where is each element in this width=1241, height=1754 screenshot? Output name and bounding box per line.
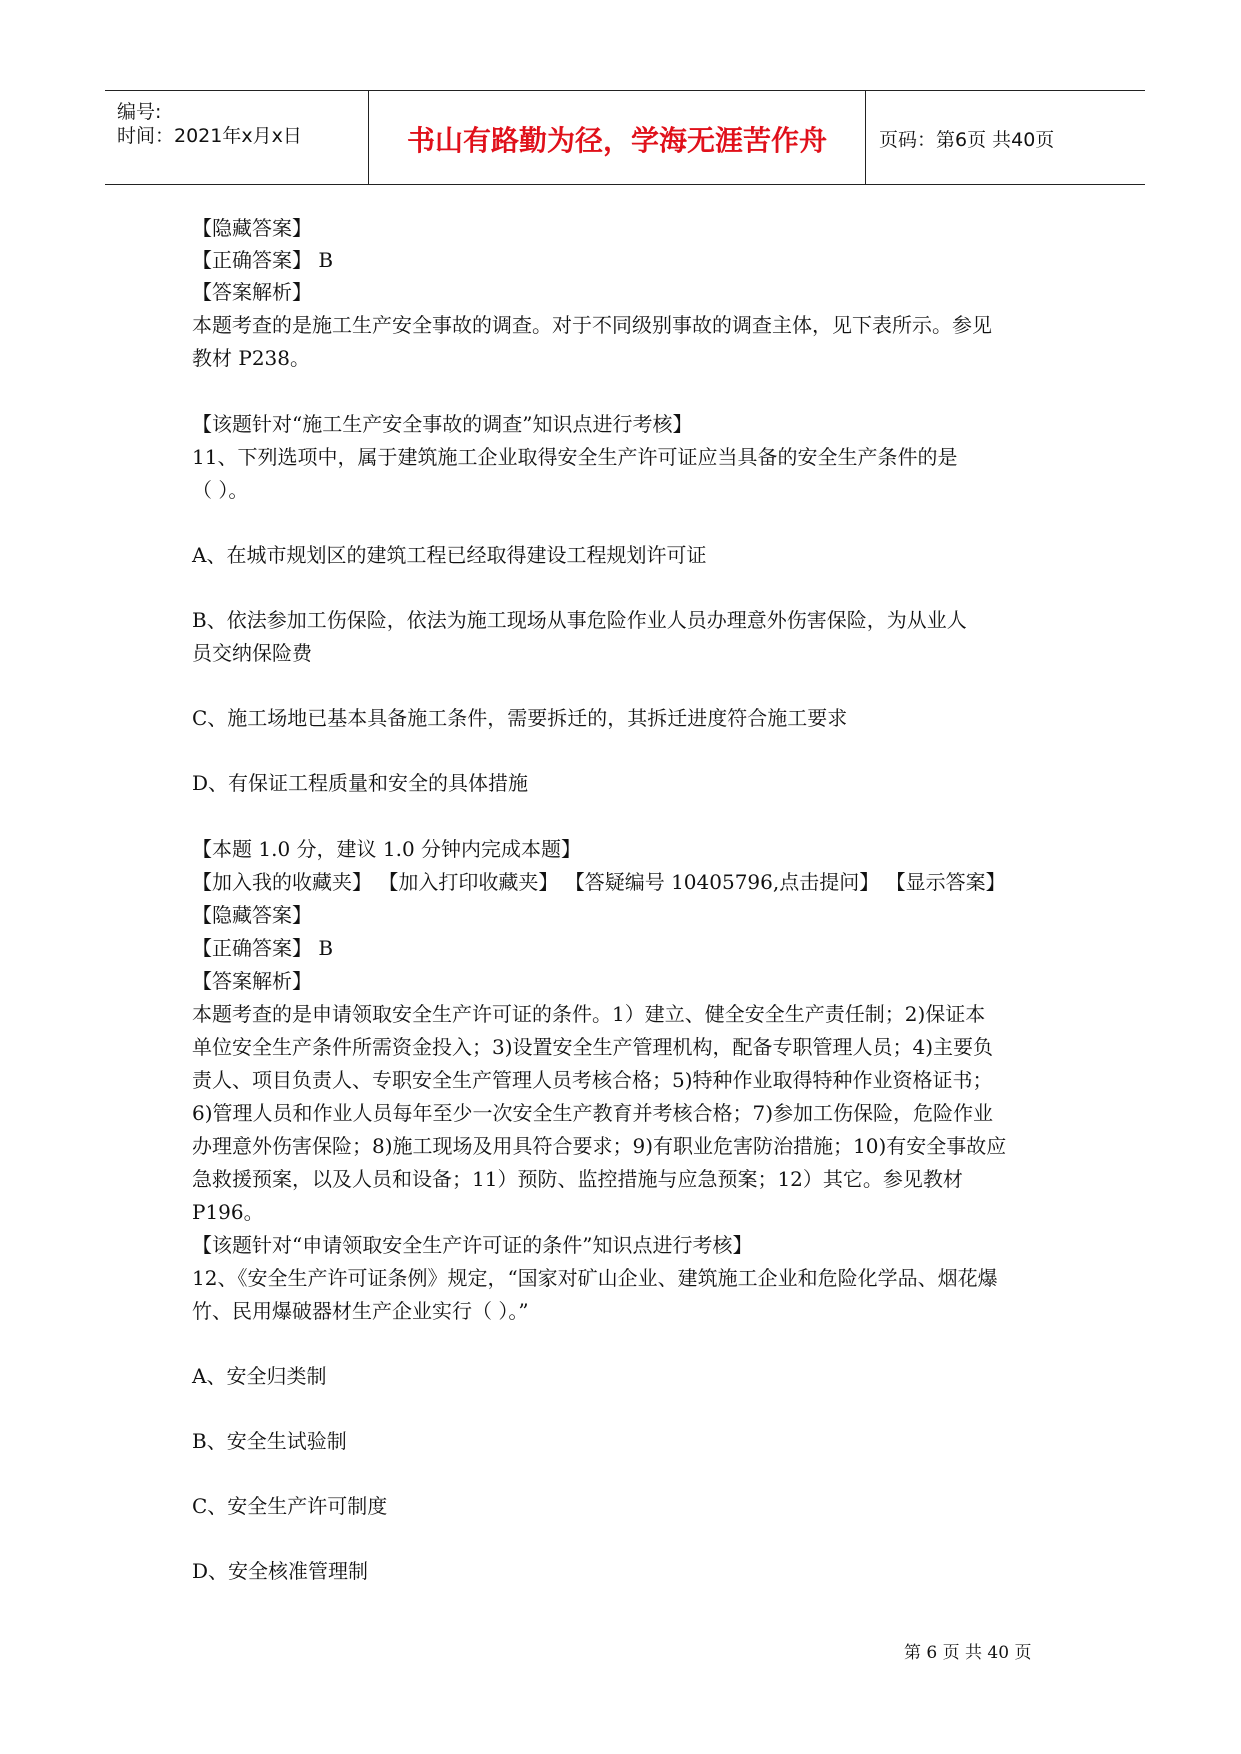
document-number-label: 编号: [117, 101, 162, 123]
action-links[interactable]: 【加入我的收藏夹】 【加入打印收藏夹】 【答疑编号 10405796,点击提问】 【显示答案】 [192, 870, 1006, 894]
question-12-stem: 12、《安全生产许可证条例》规定，“国家对矿山企业、建筑施工企业和危险化学品、烟花爆 [192, 1266, 998, 1290]
question-12-option-d: D、安全核准管理制 [192, 1559, 369, 1583]
header-right-cell [867, 91, 1145, 184]
text-line: 本题考查的是施工生产安全事故的调查。对于不同级别事故的调查主体，见下表所示。参见 [192, 313, 992, 337]
header-left-cell [105, 91, 369, 184]
explanation-line: P196。 [192, 1200, 264, 1224]
header-middle-cell [369, 91, 866, 184]
question-12-option-a: A、安全归类制 [192, 1364, 327, 1388]
text-line: 【答案解析】 [192, 280, 312, 304]
question-12-option-c: C、安全生产许可制度 [192, 1494, 388, 1518]
explanation-line: 本题考查的是申请领取安全生产许可证的条件。1）建立、健全安全生产责任制；2)保证本 [192, 1002, 986, 1026]
question-11-stem: 11、下列选项中，属于建筑施工企业取得安全生产许可证应当具备的安全生产条件的是 [192, 445, 958, 469]
text-line: 【答案解析】 [192, 969, 312, 993]
page-header [105, 90, 1145, 185]
text-line: 【正确答案】 B [192, 936, 334, 960]
question-11-option-a: A、在城市规划区的建筑工程已经取得建设工程规划许可证 [192, 543, 707, 567]
page-footer: 第 6 页 共 40 页 [904, 1643, 1032, 1663]
explanation-line: 急救援预案，以及人员和设备；11）预防、监控措施与应急预案；12）其它。参见教材 [192, 1167, 963, 1191]
question-11-option-b: B、依法参加工伤保险，依法为施工现场从事危险作业人员办理意外伤害保险，为从业人 [192, 608, 967, 632]
explanation-line: 6)管理人员和作业人员每年至少一次安全生产教育并考核合格；7)参加工伤保险，危险作业 [192, 1101, 994, 1125]
header-motto: 书山有路勤为径，学海无涯苦作舟 [406, 124, 827, 157]
question-12-stem: 竹、民用爆破器材生产企业实行（ ）。” [192, 1299, 529, 1323]
explanation-line: 单位安全生产条件所需资金投入；3)设置安全生产管理机构，配备专职管理人员；4)主要负 [192, 1035, 994, 1059]
page-number-label: 页码：第6页 共40页 [879, 129, 1055, 151]
text-line: 【隐藏答案】 [192, 216, 312, 240]
text-line: 教材 P238。 [192, 346, 310, 370]
text-line: 【该题针对“申请领取安全生产许可证的条件”知识点进行考核】 [192, 1233, 753, 1257]
explanation-line: 办理意外伤害保险；8)施工现场及用具符合要求；9)有职业危害防治措施；10)有安全事故应 [192, 1134, 1007, 1158]
question-11-option-b: 员交纳保险费 [192, 641, 312, 665]
text-line: 【正确答案】 B [192, 248, 334, 272]
document-time-label: 时间：2021年x月x日 [117, 125, 302, 147]
question-11-option-d: D、有保证工程质量和安全的具体措施 [192, 771, 529, 795]
score-note: 【本题 1.0 分，建议 1.0 分钟内完成本题】 [192, 837, 582, 861]
text-line: 【该题针对“施工生产安全事故的调查”知识点进行考核】 [192, 412, 693, 436]
explanation-line: 责人、项目负责人、专职安全生产管理人员考核合格；5)特种作业取得特种作业资格证书； [192, 1068, 993, 1092]
question-11-option-c: C、施工场地已基本具备施工条件，需要拆迁的，其拆迁进度符合施工要求 [192, 706, 848, 730]
question-12-option-b: B、安全生试验制 [192, 1429, 347, 1453]
question-11-stem: （ ）。 [192, 478, 249, 502]
text-line: 【隐藏答案】 [192, 903, 312, 927]
